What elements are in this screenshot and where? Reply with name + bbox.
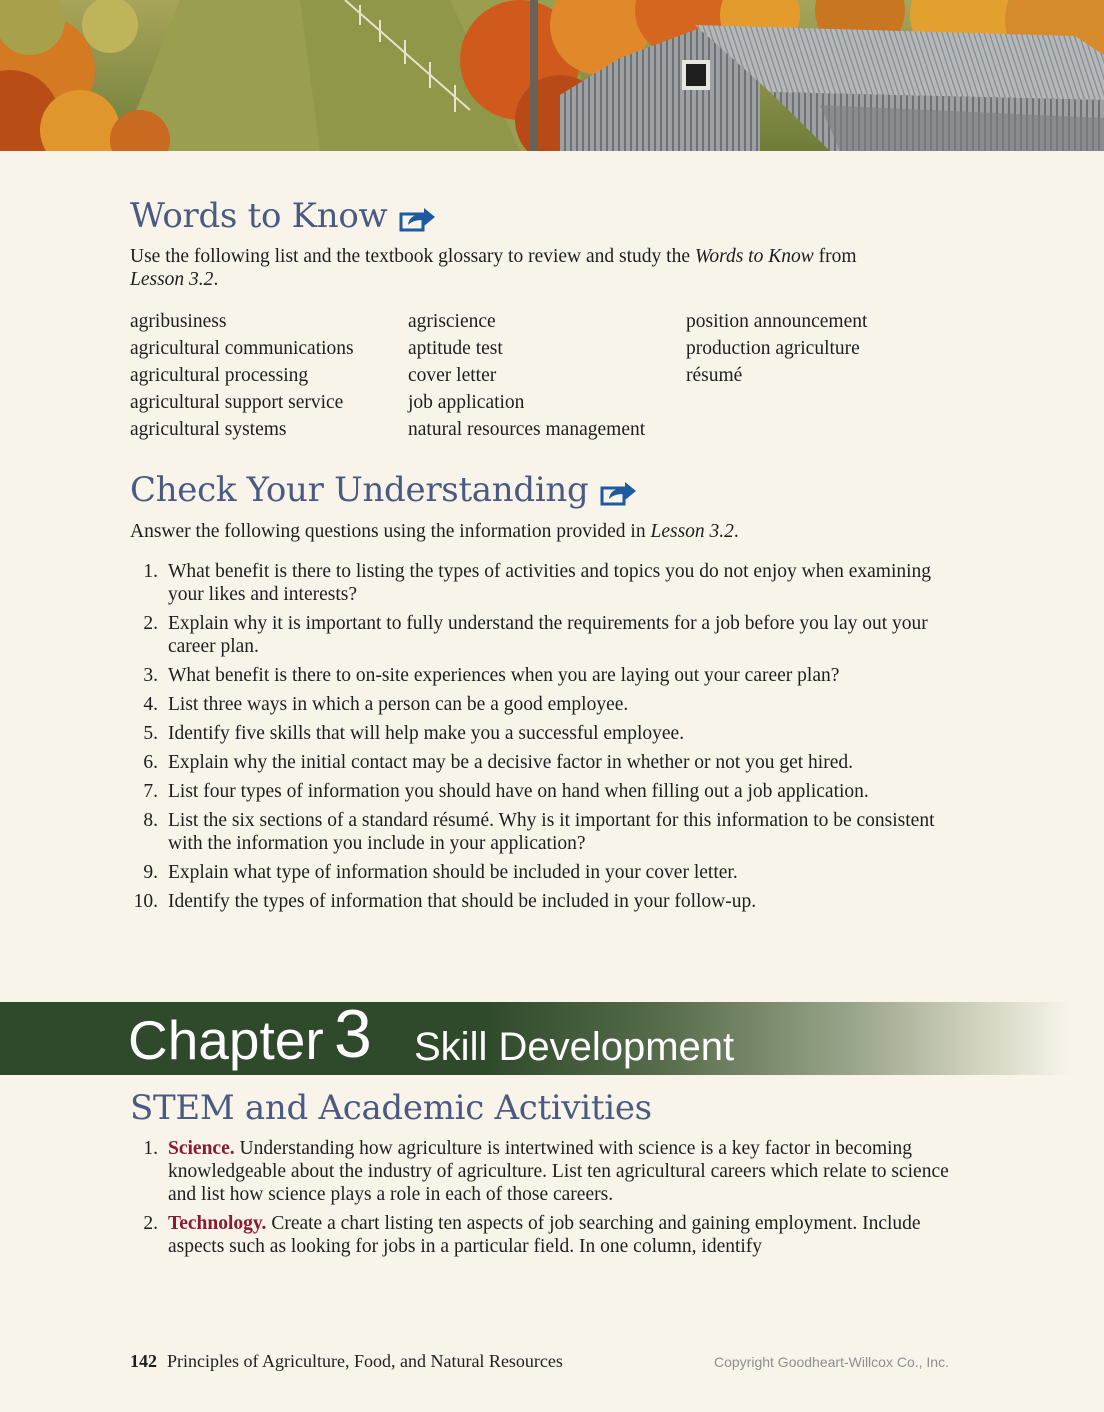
list-item: 5. Identify five skills that will help make you a successful employee.: [143, 723, 685, 744]
list-item: 8. List the six sections of a standard résumé. Why is it important for this information to be consistent with the information you include in your application?: [143, 810, 935, 854]
check-understanding-heading: Check Your Understanding: [130, 470, 638, 510]
header-photo-autumn-barn: [0, 0, 1104, 151]
list-item: 3. What benefit is there to on-site experiences when you are laying out your career plan?: [143, 665, 840, 686]
list-item: 1. What benefit is there to listing the types of activities and topics you do not enjoy when examining your likes and interests?: [143, 561, 932, 605]
page-number: 142: [130, 1351, 157, 1371]
list-item: 10. Identify the types of information that should be included in your follow-up.: [133, 891, 757, 912]
chapter-banner: [0, 996, 1104, 1075]
stem-heading: STEM and Academic Activities: [130, 1088, 652, 1128]
list-item: 2. Technology. Create a chart listing ten aspects of job searching and gaining employment. Include aspects such as looking for jobs in a particular field. In one column, identify: [143, 1213, 921, 1257]
list-item: 1. Science. Understanding how agriculture is intertwined with science is a key factor in becoming knowledgeable about the industry of agriculture. List ten agricultural careers which relate to science and list how science plays a role in each of those careers.: [143, 1138, 949, 1205]
word-term: natural resources management: [408, 419, 646, 440]
list-item: 6. Explain why the initial contact may be a decisive factor in whether or not you get hired.: [143, 752, 853, 773]
word-term: agriscience: [408, 311, 496, 332]
word-term: position announcement: [686, 311, 868, 332]
word-term: agricultural support service: [130, 392, 344, 413]
word-term: agribusiness: [130, 311, 227, 332]
words-to-know-intro: Use the following list and the textbook glossary to review and study the Words to Know from Lesson 3.2.: [130, 246, 857, 290]
word-term: résumé: [686, 365, 743, 386]
word-term: agricultural communications: [130, 338, 354, 359]
stem-activity-list: [130, 1137, 960, 1258]
book-title: Principles of Agriculture, Food, and Natural Resources: [167, 1351, 563, 1371]
list-item: 4. List three ways in which a person can be a good employee.: [143, 694, 629, 715]
words-to-know-list: [130, 308, 960, 448]
word-column-2: [408, 308, 645, 443]
word-term: job application: [408, 392, 525, 413]
list-item: 2. Explain why it is important to fully understand the requirements for a job before you lay out your career plan.: [143, 613, 928, 657]
check-understanding-intro: Answer the following questions using the information provided in Lesson 3.2.: [130, 521, 739, 542]
question-list: [130, 560, 960, 913]
word-column-1: [130, 308, 354, 443]
chapter-label: Chapter: [128, 1009, 324, 1071]
chapter-number: 3: [334, 996, 372, 1072]
chapter-title: Skill Development: [414, 1025, 735, 1069]
word-term: agricultural systems: [130, 419, 287, 440]
word-term: production agriculture: [686, 338, 860, 359]
list-item: 7. List four types of information you should have on hand when filling out a job application.: [143, 781, 869, 802]
words-to-know-heading: Words to Know: [130, 196, 437, 236]
word-column-3: [686, 308, 867, 389]
share-icon[interactable]: [600, 476, 638, 504]
page-footer: [130, 1351, 563, 1372]
copyright-notice: Copyright Goodheart-Willcox Co., Inc.: [714, 1354, 949, 1370]
list-item: 9. Explain what type of information should be included in your cover letter.: [143, 862, 738, 883]
word-term: agricultural processing: [130, 365, 309, 386]
word-term: aptitude test: [408, 338, 503, 359]
share-icon[interactable]: [399, 202, 437, 230]
word-term: cover letter: [408, 365, 497, 386]
